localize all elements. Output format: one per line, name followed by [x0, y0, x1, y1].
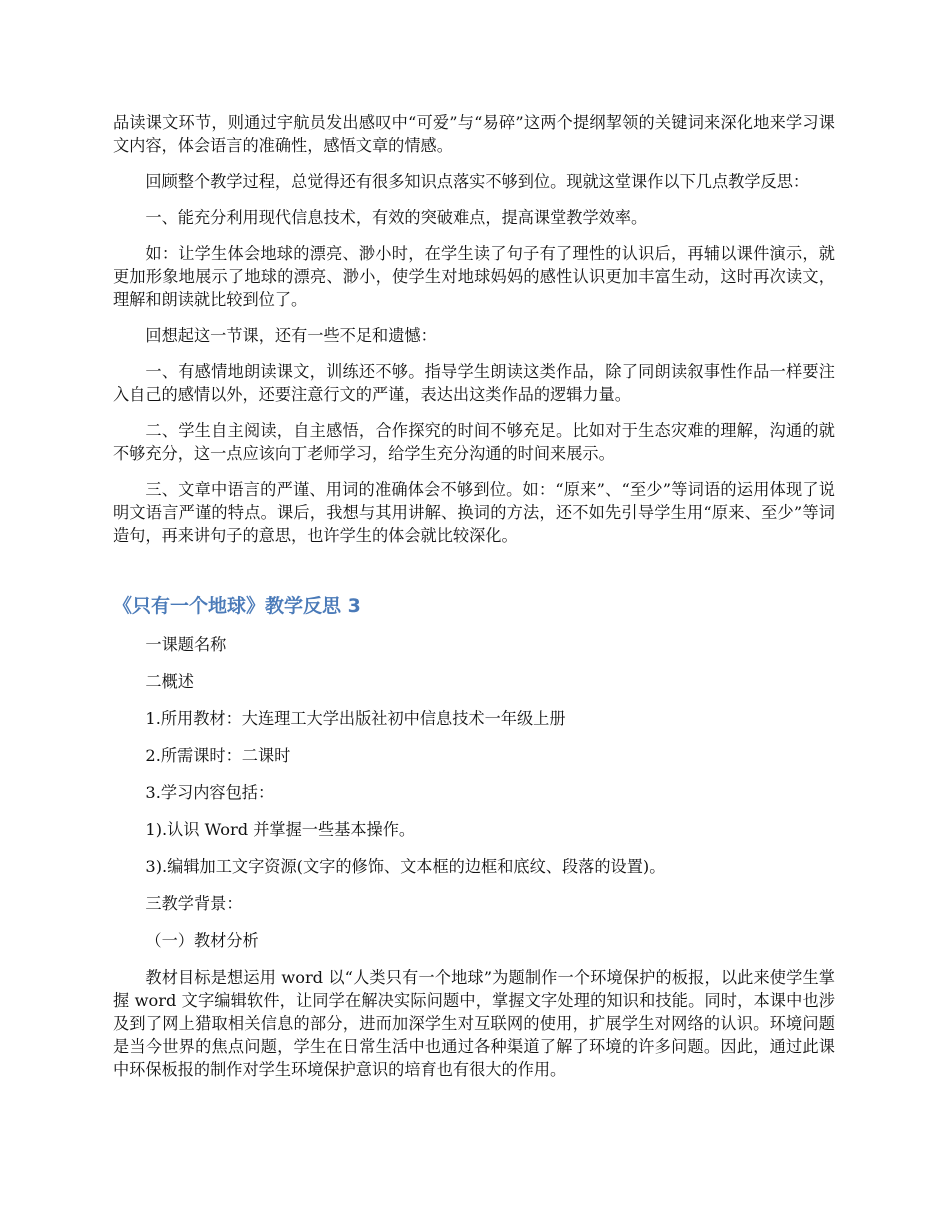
paragraph: 品读课文环节，则通过宇航员发出感叹中“可爱”与“易碎”这两个提纲挈领的关键词来深化地来学习课文内容，体会语言的准确性，感悟文章的情感。: [113, 113, 835, 155]
paragraph: 回想起这一节课，还有一些不足和遗憾：: [145, 326, 437, 345]
document-body: [113, 111, 835, 1094]
paragraph: 三、文章中语言的严谨、用词的准确体会不够到位。如：“原来”、“至少”等词语的运用体现了说明文语言严谨的特点。课后，我想与其用讲解、换词的方法，还不如先引导学生用“原来、至少”等词造句，再来讲句子的意思，也许学生的体会就比较深化。: [113, 480, 835, 545]
paragraph: 一、能充分利用现代信息技术，有效的突破难点，提高课堂教学效率。: [145, 208, 648, 227]
list-item: 3).编辑加工文字资源(文字的修饰、文本框的边框和底纹、段落的设置)。: [145, 857, 666, 876]
list-item: （一）教材分析: [145, 931, 259, 950]
list-item: 二概述: [145, 672, 194, 691]
paragraph: 如：让学生体会地球的漂亮、渺小时，在学生读了句子有了理性的认识后，再辅以课件演示，就更加形象地展示了地球的漂亮、渺小，使学生对地球妈妈的感性认识更加丰富生动，这时再次读文，理解和朗读就比较到位了。: [113, 244, 835, 309]
section-heading: 《只有一个地球》教学反思 3: [113, 595, 361, 617]
list-item: 一课题名称: [145, 635, 227, 654]
list-item: 3.学习内容包括：: [145, 783, 275, 802]
list-item: 2.所需课时：二课时: [145, 746, 291, 765]
paragraph: 二、学生自主阅读，自主感悟，合作探究的时间不够充足。比如对于生态灾难的理解，沟通的就不够充分，这一点应该向丁老师学习，给学生充分沟通的时间来展示。: [113, 421, 835, 463]
list-item: 1).认识 Word 并掌握一些基本操作。: [145, 820, 416, 839]
list-item: 三教学背景：: [145, 894, 243, 913]
list-item: 1.所用教材：大连理工大学出版社初中信息技术一年级上册: [145, 709, 566, 728]
paragraph: 教材目标是想运用 word 以“人类只有一个地球”为题制作一个环境保护的板报，以此来使学生掌握 word 文字编辑软件，让同学在解决实际问题中，掌握文字处理的知识和技能。同时，本课中也涉及到了网上猎取相关信息的部分，进而加深学生对互联网的使用，扩展学生对网络的认识。环境问题是当今世界的焦点问题，学生在日常生活中也通过各种渠道了解了环境的许多问题。因此，通过此课中环保板报的制作对学生环境保护意识的培育也有很大的作用。: [113, 968, 835, 1079]
paragraph: 回顾整个教学过程，总觉得还有很多知识点落实不够到位。现就这堂课作以下几点教学反思：: [145, 172, 810, 191]
paragraph: 一、有感情地朗读课文，训练还不够。指导学生朗读这类作品，除了同朗读叙事性作品一样要注入自己的感情以外，还要注意行文的严谨，表达出这类作品的逻辑力量。: [113, 362, 835, 404]
